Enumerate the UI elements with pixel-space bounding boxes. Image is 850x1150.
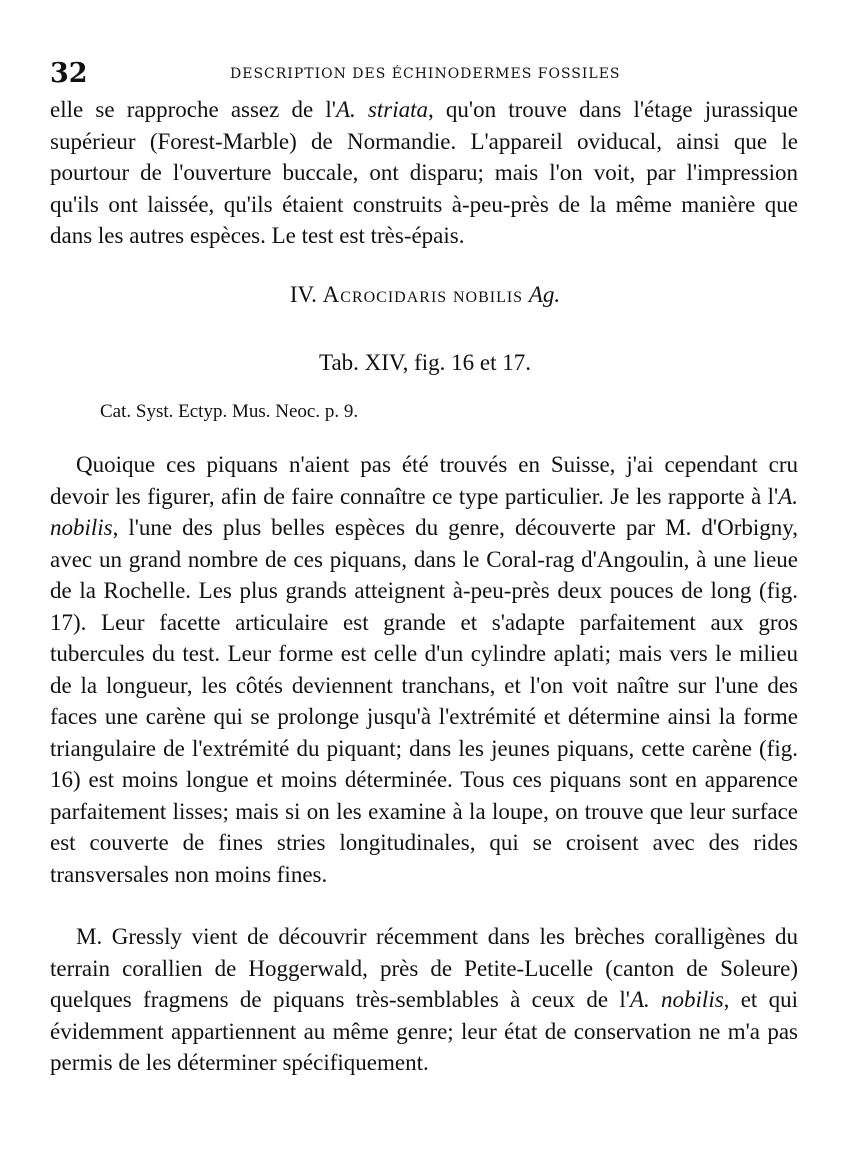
genus-name: Acrocidaris [322, 282, 448, 307]
running-title: DESCRIPTION DES ÉCHINODERMES FOSSILES [230, 66, 621, 82]
paragraph-text: M. Gressly vient de découvrir récemment dans les brèches coralligènes du terrain corallien de Hoggerwald, près de Petite-Lucelle (canton de Soleure) quelques fragmens de piquans très-semblables à ceux de l' [50, 924, 798, 1012]
page-header [50, 58, 790, 92]
paragraph-description [50, 449, 798, 890]
paragraph-continuation [50, 94, 798, 252]
paragraph-text: , l'une des plus belles espèces du genre, découverte par M. d'Orbigny, avec un grand nombre de ces piquans, dans le Coral-rag d'Angoulin, à une lieue de la Rochelle. Les plus grands atteignent à-peu-près deux pouces de long (fig. 17). Leur facette articulaire est grande et s'adapte parfaitement aux gros tubercules du test. Leur forme est celle d'un cylindre aplati; mais vers le milieu de la longueur, les côtés deviennent tranchans, et l'on voit naître sur l'une des faces une carène qui se prolonge jusqu'à l'extrémité et détermine ainsi la forme triangulaire de l'extrémité du piquant; dans les jeunes piquans, cette carène (fig. 16) est moins longue et moins déterminée. Tous ces piquans sont en apparence parfaitement lisses; mais si on les examine à la loupe, on trouve que leur surface est couverte de fines stries longitudinales, qui se croisent avec des rides transversales non moins fines. [50, 515, 798, 887]
paragraph-text: , qu'on trouve dans l'étage jurassique supérieur (Forest-Marble) de Normandie. L'appareil oviducal, ainsi que le pourtour de l'ouverture buccale, ont disparu; mais l'on voit, par l'impression qu'ils ont laissée, qu'ils étaient construits à-peu-près de la même manière que dans les autres espèces. Le test est très-épais. [50, 97, 798, 248]
species-name-italic: A. nobilis [50, 483, 798, 540]
paragraph-text: elle se rapproche assez de l' [50, 97, 336, 122]
paragraph-text: Quoique ces piquans n'aient pas été trouvés en Suisse, j'ai cependant cru devoir les figurer, afin de faire connaître ce type particulier. Je les rapporte à l' [50, 452, 798, 509]
paragraph-text: , et qui évidemment appartiennent au même genre; leur état de conservation ne m'a pas permis de les déterminer spécifiquement. [50, 987, 799, 1075]
page-number: 32 [50, 58, 88, 89]
species-name: nobilis [452, 282, 524, 307]
section-heading [0, 282, 850, 308]
species-name-italic: A. striata [335, 97, 428, 122]
author-abbreviation: Ag. [528, 282, 561, 307]
section-numeral: IV. [289, 282, 317, 307]
plate-reference: Tab. XIV, fig. 16 et 17. [319, 350, 531, 375]
species-name-italic: A. nobilis [629, 987, 724, 1012]
paragraph-gressly [50, 921, 798, 1079]
catalog-reference: Cat. Syst. Ectyp. Mus. Neoc. p. 9. [100, 401, 359, 422]
